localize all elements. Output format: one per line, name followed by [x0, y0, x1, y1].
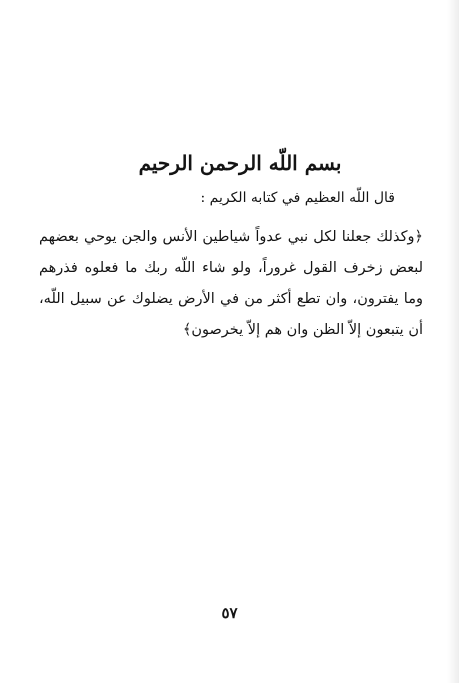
- quran-verse-paragraph: ﴿وكذلك جعلنا لكل نبي عدواً شياطين الأنس والجن يوحي بعضهم لبعض زخرف القول غروراً، ولو شاء اللّه ربك ما فعلوه فذرهم وما يفترون، وان تطع أكثر من في الأرض يضلوك عن سبيل اللّه، أن يتبعون إلاّ الظن وان هم إلاّ يخرصون﴾: [39, 229, 423, 338]
- intro-line: قال اللّه العظيم في كتابه الكريم :: [200, 190, 395, 206]
- page-number: ٥٧: [221, 604, 238, 622]
- page-edge-shadow: [447, 0, 459, 683]
- basmala-heading: بسم اللّه الرحمن الرحيم: [138, 151, 342, 175]
